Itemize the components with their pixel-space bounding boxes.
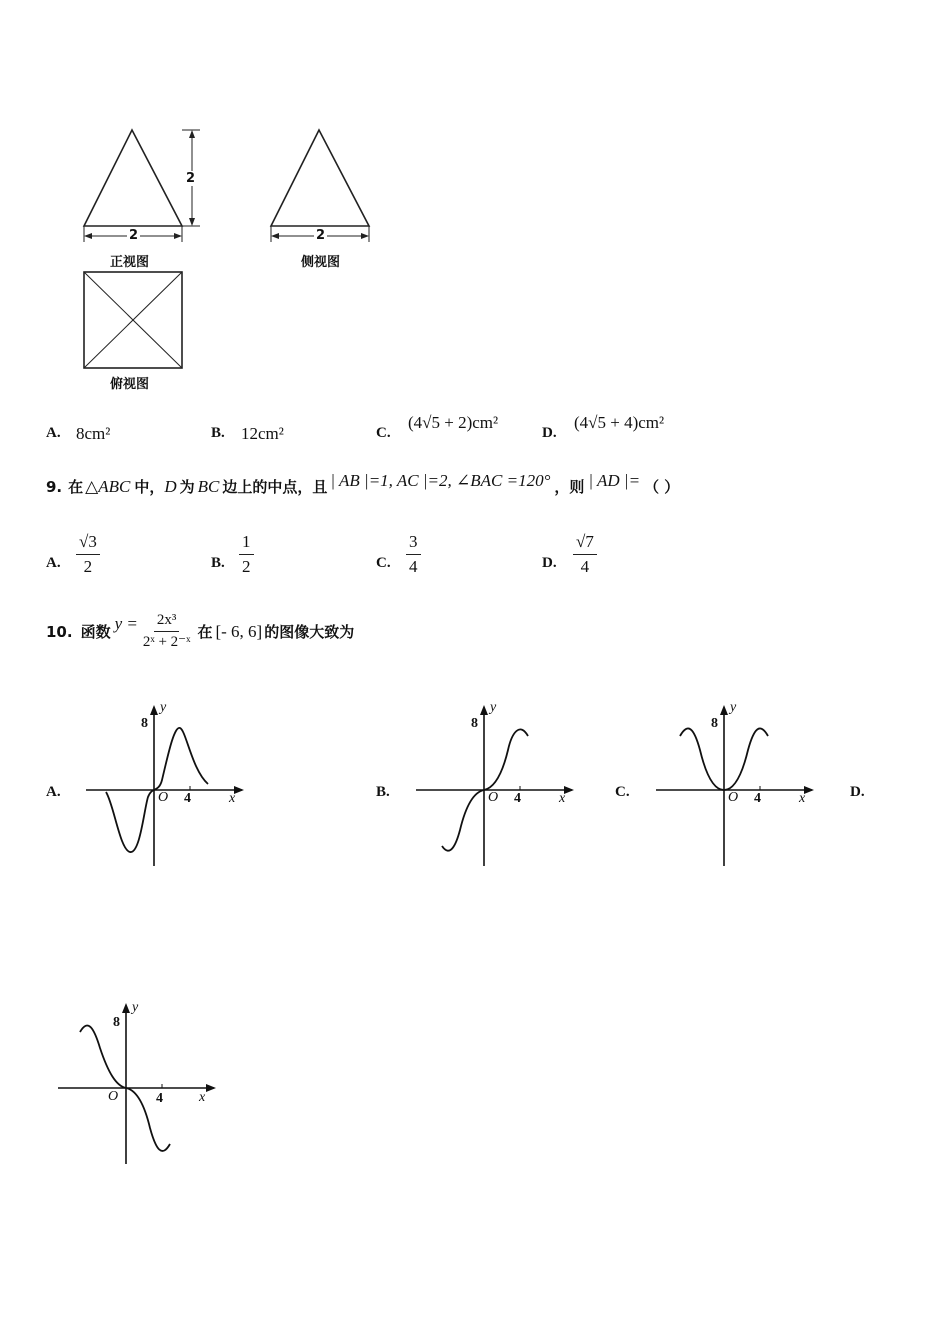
q9-option-d-value: [573, 532, 597, 576]
q9-text: 在: [68, 478, 84, 496]
q8-option-d-label[interactable]: D.: [542, 425, 557, 441]
q9-option-c-value: [406, 532, 421, 576]
q10-stem: [46, 612, 354, 652]
fraction-denominator: 2: [242, 556, 251, 576]
graph-b-origin-label: O: [488, 790, 499, 805]
q9-option-b-label[interactable]: B.: [211, 555, 225, 571]
graph-b-y-label: y: [490, 700, 497, 715]
q10-graph-a: [82, 700, 252, 870]
q9-stem: [46, 471, 680, 497]
q9-option-a-label[interactable]: A.: [46, 555, 61, 571]
q10-number: 10.: [46, 622, 73, 641]
graph-a-tick-4: 4: [184, 791, 191, 806]
graph-d-tick-4: 4: [156, 1091, 163, 1106]
q10-option-d-label[interactable]: D.: [850, 784, 865, 800]
q8-option-b-value: 12cm²: [241, 424, 284, 443]
q10-interval: [- 6, 6]: [215, 621, 263, 641]
q9-triangle: △ABC: [85, 477, 131, 496]
fraction-numerator: √7: [573, 532, 597, 555]
q9-option-c-label[interactable]: C.: [376, 555, 391, 571]
q9-option-a-value: [76, 532, 100, 576]
q9-text: 中，: [134, 478, 165, 496]
q10-function-fraction: [140, 612, 194, 652]
front-view-caption: 正视图: [110, 255, 150, 270]
q9-option-b-value: [239, 532, 254, 576]
graph-c-tick-4: 4: [754, 791, 761, 806]
q8-option-d-value: (4√5 + 4)cm²: [574, 413, 665, 432]
graph-c-8-label: 8: [711, 716, 718, 731]
q10-option-c-label[interactable]: C.: [615, 784, 630, 800]
q10-option-a-label[interactable]: A.: [46, 784, 61, 800]
graph-b-x-label: x: [559, 791, 566, 806]
q10-graph-d: [54, 998, 224, 1168]
graph-a-y-label: y: [160, 700, 167, 715]
fraction-denominator: 4: [580, 556, 590, 576]
graph-c-x-label: x: [799, 791, 806, 806]
q9-condition: | AB |=1, AC |=2, ∠BAC =120°: [330, 471, 551, 490]
q9-text: ，则: [554, 478, 585, 496]
graph-a-origin-label: O: [158, 790, 169, 805]
graph-a-8-label: 8: [141, 716, 148, 731]
fraction-denominator: 2ˣ + 2⁻ˣ: [142, 634, 191, 651]
side-view-caption: 侧视图: [301, 255, 341, 270]
front-width-label: 2: [129, 228, 139, 243]
graph-d-y-label: y: [132, 1000, 139, 1015]
q9-point-d: D: [164, 477, 177, 496]
q9-option-d-label[interactable]: D.: [542, 555, 557, 571]
side-width-label: 2: [316, 228, 326, 243]
q10-text: 的图像大致为: [264, 623, 355, 642]
q9-number: 9.: [46, 478, 63, 496]
q9-text: 为: [179, 478, 195, 496]
q10-text: 函数: [80, 623, 111, 642]
graph-a-x-label: x: [229, 791, 236, 806]
front-height-label: 2: [186, 171, 196, 186]
q8-option-b-label[interactable]: B.: [211, 425, 225, 441]
q10-graph-b: [412, 700, 582, 870]
q9-text: 边上的中点，且: [222, 478, 328, 496]
graph-c-y-label: y: [730, 700, 737, 715]
fraction-numerator: 2x³: [154, 612, 180, 632]
graph-d-8-label: 8: [113, 1015, 120, 1030]
q10-graph-c: [652, 700, 822, 870]
q10-text: 在: [197, 623, 213, 642]
graph-b-tick-4: 4: [514, 791, 521, 806]
q8-option-c-label[interactable]: C.: [376, 425, 391, 441]
graph-d-origin-label: O: [108, 1089, 119, 1104]
fraction-denominator: 4: [409, 556, 418, 576]
front-view-triangle: [84, 130, 182, 226]
graph-b-8-label: 8: [471, 716, 478, 731]
q9-segment-bc: BC: [197, 477, 220, 496]
q9-answer-paren: （ ）: [644, 478, 680, 496]
q8-option-a-value: 8cm²: [76, 424, 111, 443]
fraction-numerator: 1: [239, 532, 254, 555]
fraction-denominator: 2: [83, 556, 93, 576]
side-view-triangle: [271, 130, 369, 226]
graph-d-x-label: x: [199, 1090, 206, 1105]
q10-option-b-label[interactable]: B.: [376, 784, 390, 800]
q10-y-equals: y =: [114, 613, 138, 633]
top-view-caption: 俯视图: [110, 377, 150, 392]
fraction-numerator: √3: [76, 532, 100, 555]
q8-option-a-label[interactable]: A.: [46, 425, 61, 441]
graph-c-origin-label: O: [728, 790, 739, 805]
q8-option-c-value: (4√5 + 2)cm²: [408, 413, 499, 432]
fraction-numerator: 3: [406, 532, 421, 555]
q9-ad: | AD |=: [588, 471, 641, 490]
